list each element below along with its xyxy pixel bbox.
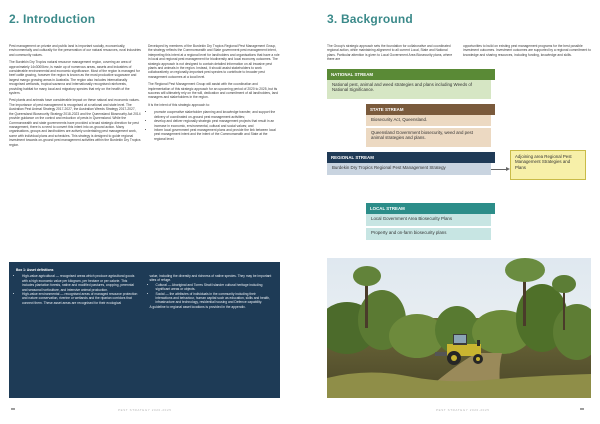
box-title: Box 1: Asset definitions	[16, 268, 54, 272]
intro-paragraph: Pest management on private and public land is important socially, economically, environmentally and culturally for the preservation of our natural resources, rural industries and community values.	[9, 44, 141, 57]
intro-paragraph: The Regional Pest Management Group will assist with the coordination and implementation of this strategic approach for an upcoming period of 2020 to 2025, but its success will ultimately rely on the will, dedication and commitment of all landholders, land managers and stakeholders in the region.	[148, 82, 279, 100]
local-stream-item: Local Government Area Biosecurity Plans	[366, 214, 491, 226]
asset-definition-item: • High-value agricultural — recognised areas which produce agricultural goods with a high economic value per kilogram, per hectare or per calorie. This includes plantation forests, native and modified pastures, cropping, perennial and seasonal horticulture, and intensive animal production.	[22, 274, 140, 292]
asset-definition-item: • Cultural — Aboriginal and Torres Strait Islander cultural heritage including significant areas or objects.	[156, 283, 274, 292]
intro-paragraph: Pest plants and animals have considerable impact on these natural and economic values. The importance of pest management is recognised at a national and state level. The Australian Pest Animal Strategy 2017-2027, the Australian Weeds Strategy 2017-2027, the Queensland Biosecurity Strategy 2018-2023 and the Queensland Biosecurity Act 2014 provide guidance on the control and reduction of pests in Queensland. While the Commonwealth and state governments have provided a broad strategic direction for pest management, there is a need to convert this intent into on-ground action. Many organisations, groups and landholders are actively undertaking pest management work, some with individual plans and schedules. This strategy is designed to guide regional investment towards on-ground pest management activities within the Burdekin Dry Tropics region.	[9, 98, 141, 147]
page-title-background: 3. Background	[327, 12, 413, 26]
landscape-photo	[327, 258, 591, 398]
footer-left: PEST STRATEGY 2020-2025	[118, 408, 172, 412]
footer-right: PEST STRATEGY 2020-2025	[436, 408, 490, 412]
intro-paragraph: Developed by members of the Burdekin Dry Tropics Regional Pest Management Group, the strategy reflects the Commonwealth and State government pest management intent, interpreting this intent at a regional level for landholders and organisations that have a role in local and regional pest management for biodiversity and local economy outcomes. The strategic approach is not designed to contain detailed information on all invasive pest plants and animals in the region. Instead, it should assist stakeholders to work collaboratively on regionally-important pest species to contribute to broader pest management outcomes at a local level.	[148, 44, 280, 79]
background-column-2: opportunities to build on existing pest management programs for the best possible investment outcomes. Investment outcomes are supported by a regional commitment to knowledge and sharing resources, including funding, knowledge and skills.	[463, 44, 591, 57]
intent-list-item: • promote cooperative stakeholder planning and knowledge transfer, and support the delivery of coordinated on-ground pest management activities;	[154, 110, 280, 119]
asset-definitions-box	[9, 262, 280, 398]
national-stream-label: NATIONAL STREAM	[327, 69, 495, 80]
state-stream-item: Queensland Government biosecurity, weed and pest animal strategies and plans.	[366, 128, 491, 147]
asset-definition-item: • Social — the attributes of individuals in the community including their interactions and behaviour, human capital such as education, skills and health, infrastructure and technology, residential housing and Defence capability.	[156, 292, 274, 305]
appendix-note: A guideline to regional asset locations is provided in the appendix.	[149, 304, 246, 309]
asset-definition-continued: value, including the diversity and richness of native species. They may be important sites of refuge.	[149, 274, 272, 283]
intro-column-2	[148, 44, 280, 144]
page-number-left: xx	[11, 407, 15, 411]
local-stream-label: LOCAL STREAM	[366, 203, 495, 214]
intent-list-item: • develop and deliver regionally strategic pest management projects that result in an increase in economic, environmental, cultural and social values; and	[154, 119, 280, 128]
state-stream-label: STATE STREAM	[366, 104, 495, 115]
adjoining-strategies-box: Adjoining area Regional Pest Management Strategies and Plans	[510, 150, 586, 180]
regional-stream-label: REGIONAL STREAM	[327, 152, 495, 163]
national-stream-body: National pest, animal and weed strategies and plans including Weeds of National Significance.	[327, 80, 491, 99]
intent-list	[148, 110, 280, 141]
intro-column-1	[9, 44, 141, 150]
state-stream-item: Biosecurity Act, Queensland.	[366, 115, 491, 126]
intent-list-item: • inform local government pest management plans and provide the link between local pest management intent and the intent of the Commonwealth and State at the regional level.	[154, 128, 280, 141]
intro-paragraph: The Burdekin Dry Tropics natural resource management region, covering an area of approximately 14x3000km², is made up of numerous areas, assets and industries of considerable environmental and economic significance. Most of the region is managed for beef cattle grazing, however the region is known as the most productive sugarcane and largest mango growing areas in Australia. The region also includes internationally recognised wetlands, tropical savanna and internationally recognised rainforests, providing habitat for many local and migratory species that rely on the health of the system.	[9, 60, 140, 96]
page-number-right: xx	[580, 407, 584, 411]
background-column-1: The Group's strategic approach sets the foundation for collaborative and coordinated regional action, while maintaining alignment to all current Local, State and National plans. Particular attention is given to Local Government Area Biosecurity plans, where there are	[327, 44, 453, 62]
landscape-photo-graphic	[327, 258, 591, 398]
intro-paragraph: It is the intent of this strategic approach to:	[148, 102, 210, 107]
page-title-introduction: 2. Introduction	[9, 12, 96, 26]
regional-stream-body: Burdekin Dry Tropics Regional Pest Management Strategy	[327, 163, 491, 175]
asset-definition-item: • High-value environmental — recognised areas of managed resource protection and nature conservation, riverine or wetlands and the riparian corridors that connect them. These asset areas are recognised for their ecological	[22, 292, 140, 305]
local-stream-item: Property and on-farm biosecurity plans	[366, 228, 491, 240]
